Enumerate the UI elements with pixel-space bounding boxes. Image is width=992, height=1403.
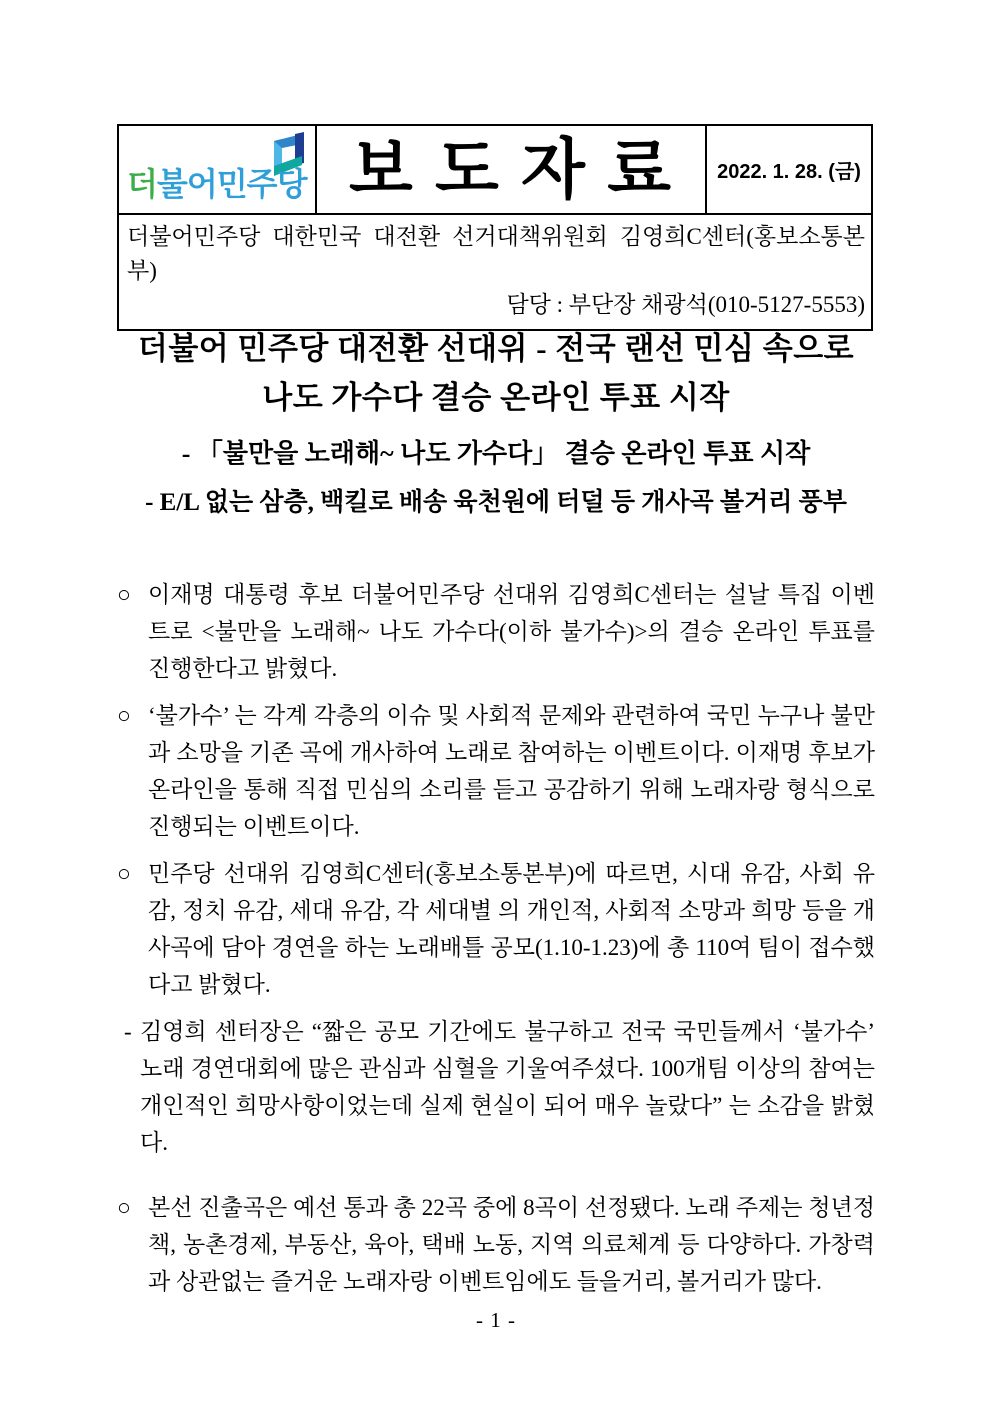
headline-subtitle-1: - 「불만을 노래해~ 나도 가수다」 결승 온라인 투표 시작 — [181, 439, 811, 468]
press-release-title-cell — [317, 126, 707, 213]
press-date-cell — [707, 126, 871, 213]
organization-line: 더불어민주당 대한민국 대전환 선거대책위원회 김영희C센터(홍보소통본부) — [127, 224, 865, 283]
press-header-row — [119, 126, 871, 215]
headline-title — [117, 324, 875, 422]
press-subheader-row — [119, 215, 871, 329]
paragraph-4-text: 김영희 센터장은 “짧은 공모 기간에도 불구하고 전국 국민들께서 ‘불가수’ 노래 경연대회에 많은 관심과 심혈을 기울여주셨다. 100개팀 이상의 참여는 개인적인 희망사항이었는데 실제 현실이 되어 매우 놀랐다” 는 소감을 밝혔다. — [140, 1019, 875, 1155]
headline-subtitle-2: - E/L 없는 삼층, 백킬로 배송 육천원에 터덜 등 개사곡 볼거리 풍부 — [145, 489, 847, 516]
paragraph-2-bullet: ○ — [117, 703, 131, 728]
paragraph-2-text: ‘불가수’ 는 각계 각층의 이슈 및 사회적 문제와 관련하여 국민 누구나 불만과 소망을 기존 곡에 개사하여 노래로 참여하는 이벤트이다. 이재명 후보가 온라인을 통해 직접 민심의 소리를 듣고 공감하기 위해 노래자랑 형식으로 진행되는 이벤트이다. — [148, 703, 875, 839]
paragraph-4 — [117, 1013, 875, 1161]
paragraph-4-bullet: - — [124, 1019, 132, 1044]
press-date: 2022. 1. 28. (금) — [717, 161, 861, 183]
paragraph-5 — [117, 1189, 875, 1300]
paragraph-5-bullet: ○ — [117, 1195, 131, 1220]
paragraph-1 — [117, 576, 875, 687]
paragraph-3-text: 민주당 선대위 김영희C센터(홍보소통본부)에 따르면, 시대 유감, 사회 유감, 정치 유감, 세대 유감, 각 세대별 의 개인적, 사회적 소망과 희망 등을 개사곡에 담아 경연을 하는 노래배틀 공모(1.10-1.23)에 총 110여 팀이 접수했다고 밝혔다. — [148, 861, 875, 997]
contact-line: 담당 : 부단장 채광석(010-5127-5553) — [506, 292, 865, 317]
paragraph-3 — [117, 855, 875, 1003]
party-logo-cell — [119, 126, 317, 213]
headline-title-line2: 나도 가수다 결승 온라인 투표 시작 — [262, 380, 730, 415]
press-release-title: 보 도 자 료 — [348, 132, 674, 206]
headline-title-line1: 더불어 민주당 대전환 선대위 - 전국 랜선 민심 속으로 — [137, 331, 855, 366]
press-header-table — [117, 124, 873, 331]
paragraph-1-text: 이재명 대통령 후보 더불어민주당 선대위 김영희C센터는 설날 특집 이벤트로 <불만을 노래해~ 나도 가수다(이하 불가수)>의 결승 온라인 투표를 진행한다고 밝혔다. — [148, 582, 875, 681]
party-logo-text-rest: 불어민주당 — [156, 166, 307, 202]
party-logo-text-first: 더 — [127, 166, 157, 202]
paragraph-3-bullet: ○ — [117, 861, 131, 886]
paragraph-2 — [117, 697, 875, 845]
paragraph-5-text: 본선 진출곡은 예선 통과 총 22곡 중에 8곡이 선정됐다. 노래 주제는 청년정책, 농촌경제, 부동산, 육아, 택배 노동, 지역 의료체계 등 다양하다. 가창력과 상관없는 즐거운 노래자랑 이벤트임에도 들을거리, 볼거리가 많다. — [148, 1195, 875, 1294]
party-logo-text — [127, 159, 306, 205]
paragraph-1-bullet: ○ — [117, 582, 131, 607]
page-number: - 1 - — [476, 1308, 516, 1332]
headline-block — [117, 324, 875, 518]
body-block — [117, 576, 875, 1310]
